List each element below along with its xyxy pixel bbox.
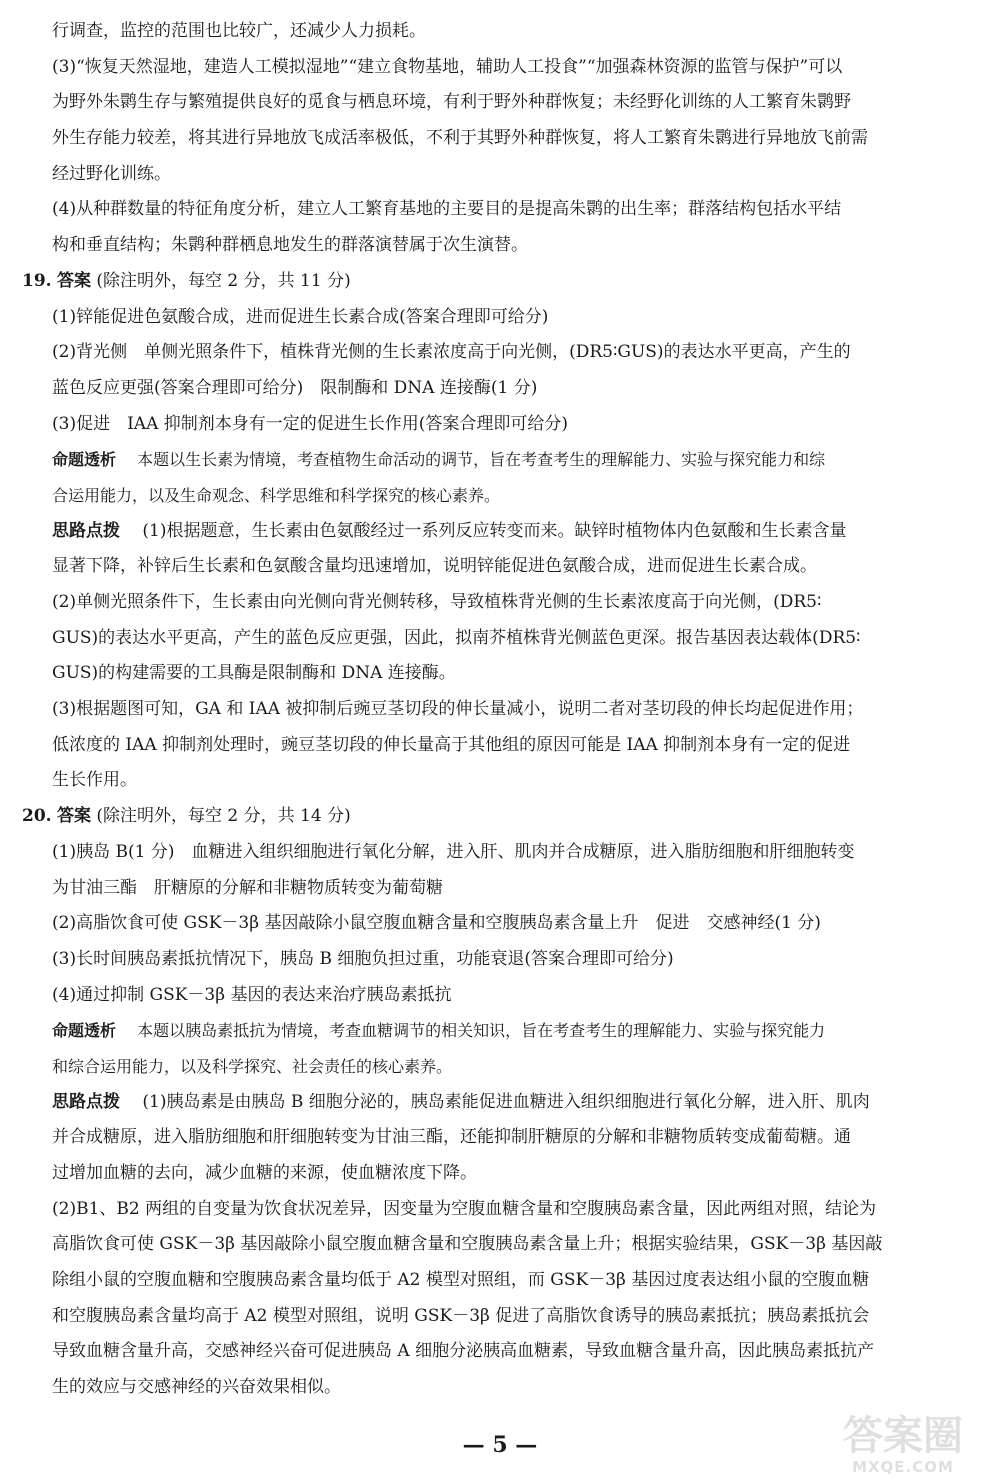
answer-line: 为甘油三酯 肝糖原的分解和非糖物质转变为葡萄糖: [52, 877, 443, 898]
hint-line: 和空腹胰岛素含量均高于 A2 模型对照组，说明 GSK－3β 促进了高脂饮食诱导的胰岛素抵抗；胰岛素抵抗会: [52, 1305, 870, 1326]
page-number: — 5 —: [462, 1432, 538, 1458]
hint-line: (2)B1、B2 两组的自变量为饮食状况差异，因变量为空腹血糖含量和空腹胰岛素含量，因此两组对照，结论为: [52, 1198, 877, 1219]
answer-tag: 答案: [56, 806, 91, 827]
hint-line: GUS)的构建需要的工具酶是限制酶和 DNA 连接酶。: [52, 663, 456, 684]
document-page: [22, 14, 980, 1406]
answer-line: (4)通过抑制 GSK－3β 基因的表达来治疗胰岛素抵抗: [52, 984, 452, 1005]
insight-text: 本题以生长素为情境，考查植物生命活动的调节，旨在考查考生的理解能力、实验与探究能力和综: [137, 450, 826, 470]
hint-text: (1)胰岛素是由胰岛 B 细胞分泌的，胰岛素能促进血糖进入组织细胞进行氧化分解，进入肝、肌肉: [142, 1091, 870, 1112]
insight-line: 和综合运用能力，以及科学探究、社会责任的核心素养。: [52, 1056, 453, 1076]
hint-line: [22, 1085, 980, 1121]
q19-header: [22, 264, 980, 300]
answer-line: 蓝色反应更强(答案合理即可给分) 限制酶和 DNA 连接酶(1 分): [52, 377, 538, 398]
text-line: 经过野化训练。: [52, 163, 171, 184]
watermark-text: 答案圈: [843, 1413, 963, 1459]
answer-line: (2)背光侧 单侧光照条件下，植株背光侧的生长素浓度高于向光侧，(DR5∶GUS)的表达水平更高，产生的: [52, 342, 851, 363]
watermark-url: MXQE.COM: [852, 1458, 954, 1476]
hint-tag: 思路点拨: [52, 1091, 120, 1112]
hint-line: 显著下降，补锌后生长素和色氨酸含量均迅速增加，说明锌能促进色氨酸合成，进而促进生长素合成。: [52, 556, 817, 577]
insight-line: 合运用能力，以及生命观念、科学思维和科学探究的核心素养。: [52, 485, 501, 505]
insight-line: [22, 1013, 980, 1049]
hint-line: 除组小鼠的空腹血糖和空腹胰岛素含量均低于 A2 模型对照组，而 GSK－3β 基因过度表达组小鼠的空腹血糖: [52, 1270, 870, 1291]
hint-line: 生的效应与交感神经的兴奋效果相似。: [52, 1377, 341, 1398]
insight-line: [22, 442, 980, 478]
answer-tag: 答案: [56, 270, 91, 291]
text-line: 构和垂直结构；朱鹮种群栖息地发生的群落演替属于次生演替。: [52, 235, 528, 256]
hint-line: 低浓度的 IAA 抑制剂处理时，豌豆茎切段的伸长量高于其他组的原因可能是 IAA 抑制剂本身有一定的促进: [52, 734, 851, 755]
answer-line: (3)长时间胰岛素抵抗情况下，胰岛 B 细胞负担过重，功能衰退(答案合理即可给分): [52, 948, 674, 969]
hint-line: GUS)的表达水平更高，产生的蓝色反应更强，因此，拟南芥植株背光侧蓝色更深。报告基因表达载体(DR5∶: [52, 627, 861, 648]
question-number: 19.: [22, 270, 52, 291]
question-number: 20.: [22, 806, 52, 827]
answer-line: (3)促进 IAA 抑制剂本身有一定的促进生长作用(答案合理即可给分): [52, 413, 569, 434]
hint-line: 过增加血糖的去向，减少血糖的来源，使血糖浓度下降。: [52, 1163, 477, 1183]
text-line: 外生存能力较差，将其进行异地放飞成活率极低，不利于其野外种群恢复，将人工繁育朱鹮进行异地放飞前需: [52, 128, 868, 149]
hint-line: 并合成糖原，进入脂肪细胞和肝细胞转变为甘油三酯，还能抑制肝糖原的分解和非糖物质转变成葡萄糖。通: [52, 1127, 851, 1148]
text-line: (3)“恢复天然湿地，建造人工模拟湿地”“建立食物基地，辅助人工投食”“加强森林资源的监管与保护”可以: [52, 56, 843, 77]
score-note: (除注明外，每空 2 分，共 14 分): [96, 806, 351, 827]
hint-line: (2)单侧光照条件下，生长素由向光侧向背光侧转移，导致植株背光侧的生长素浓度高于向光侧，(DR5∶: [52, 592, 822, 612]
text-line: 行调查，监控的范围也比较广，还减少人力损耗。: [52, 21, 426, 41]
answer-line: (1)锌能促进色氨酸合成，进而促进生长素合成(答案合理即可给分): [52, 306, 549, 327]
hint-line: 高脂饮食可使 GSK－3β 基因敲除小鼠空腹血糖含量和空腹胰岛素含量上升；根据实验结果，GSK－3β 基因敲: [52, 1234, 883, 1255]
q20-header: [22, 799, 980, 835]
hint-line: 导致血糖含量升高，交感神经兴奋可促进胰岛 A 细胞分泌胰高血糖素，导致血糖含量升高，因此胰岛素抵抗产: [52, 1341, 875, 1362]
hint-line: [22, 514, 980, 550]
text-line: 为野外朱鹮生存与繁殖提供良好的觅食与栖息环境，有利于野外种群恢复；未经野化训练的人工繁育朱鹮野: [52, 92, 851, 113]
hint-tag: 思路点拨: [52, 520, 120, 541]
text-line: (4)从种群数量的特征角度分析，建立人工繁育基地的主要目的是提高朱鹮的出生率；群落结构包括水平结: [52, 199, 842, 220]
hint-line: 生长作用。: [52, 770, 137, 791]
answer-line: (1)胰岛 B(1 分) 血糖进入组织细胞进行氧化分解，进入肝、肌肉并合成糖原，进入脂肪细胞和肝细胞转变: [52, 841, 855, 862]
watermark-logo: [818, 1414, 988, 1476]
insight-text: 本题以胰岛素抵抗为情境，考查血糖调节的相关知识，旨在考查考生的理解能力、实验与探究能力: [137, 1021, 826, 1041]
hint-line: (3)根据题图可知，GA 和 IAA 被抑制后豌豆茎切段的伸长量减小，说明二者对茎切段的伸长均起促进作用；: [52, 699, 864, 720]
score-note: (除注明外，每空 2 分，共 11 分): [96, 270, 351, 291]
insight-tag: 命题透析: [52, 1021, 117, 1041]
insight-tag: 命题透析: [52, 450, 117, 470]
hint-text: (1)根据题意，生长素由色氨酸经过一系列反应转变而来。缺锌时植物体内色氨酸和生长素含量: [142, 520, 847, 541]
answer-line: (2)高脂饮食可使 GSK－3β 基因敲除小鼠空腹血糖含量和空腹胰岛素含量上升 促进 交感神经(1 分): [52, 913, 821, 934]
